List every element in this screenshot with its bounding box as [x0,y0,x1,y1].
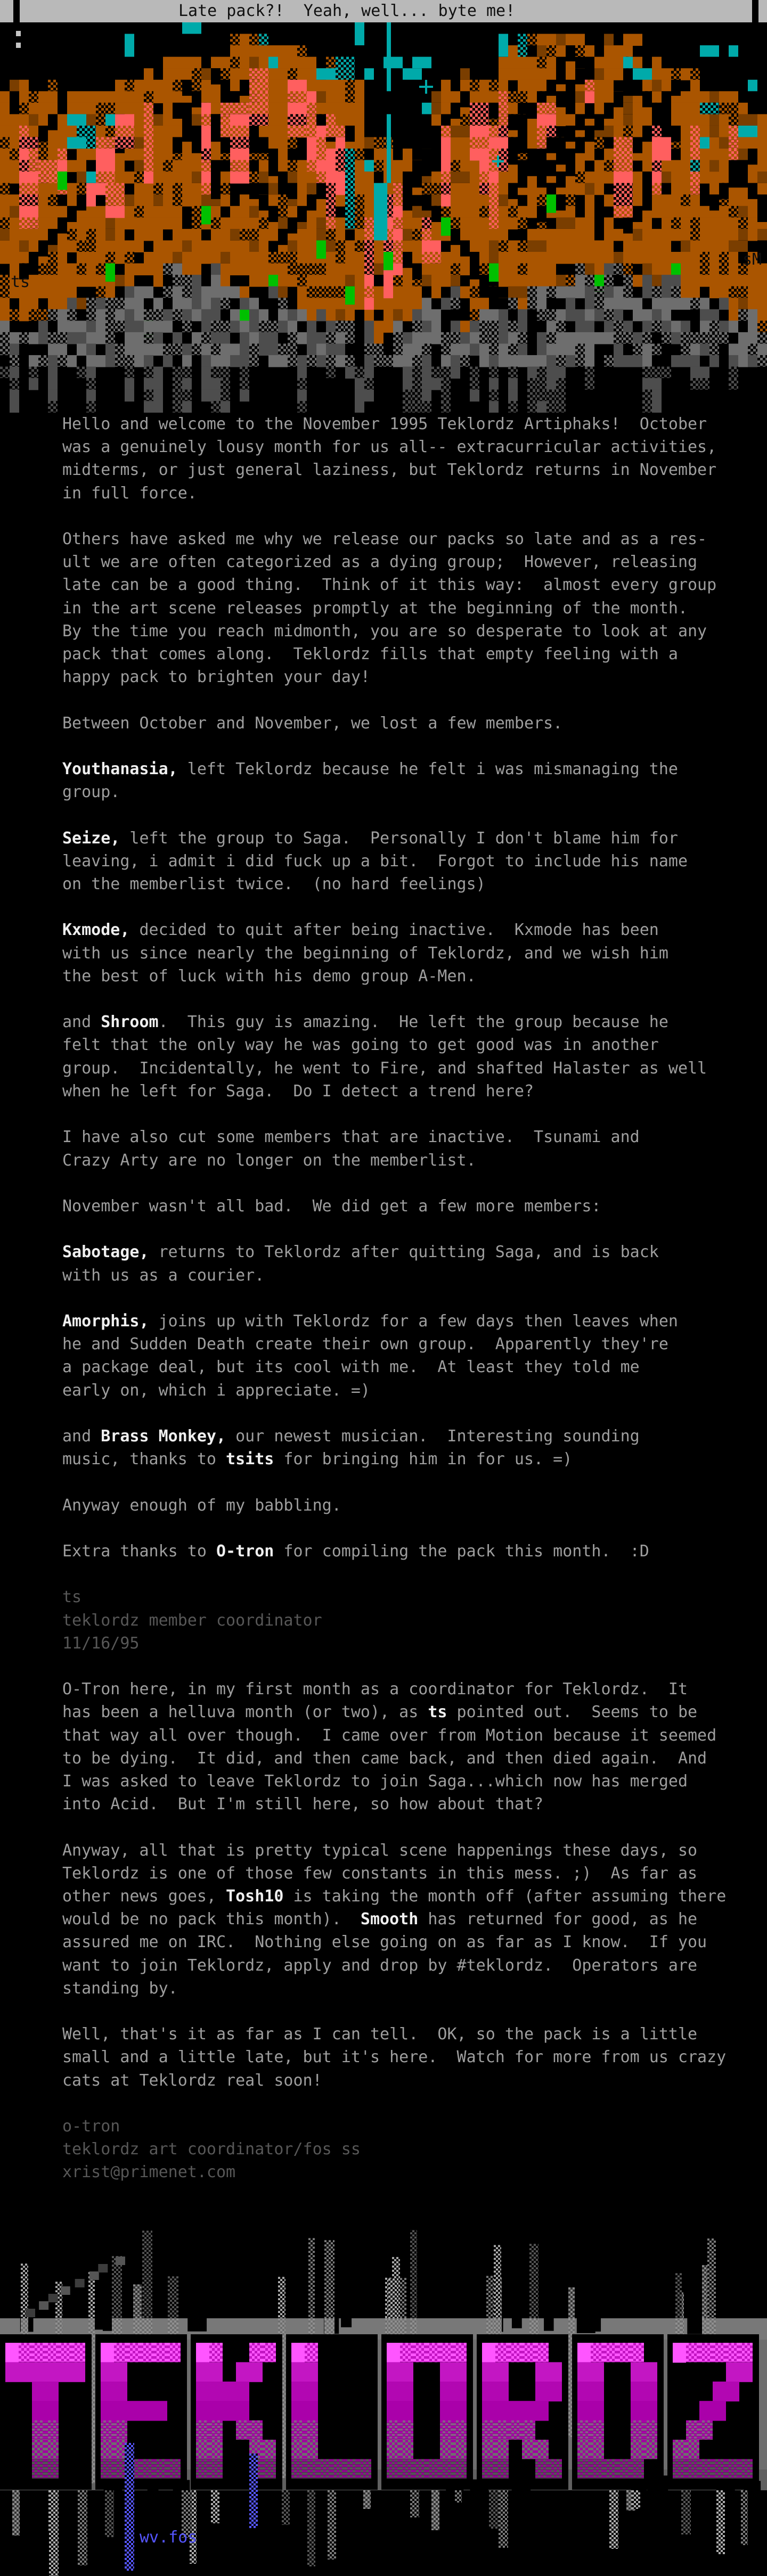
decorative-dot [16,43,21,48]
text-line [0,1218,767,1241]
text-line: in full force. [62,483,197,503]
text-line: in the art scene releases promptly at the beginning of the month. [62,598,688,618]
text-line [0,2092,767,2115]
text-line: By the time you reach midmonth, you are so desperate to look at any [62,621,707,641]
text-line: happy pack to brighten your day! [62,668,370,687]
page-title: Late pack?! Yeah, well... byte me! [178,2,516,20]
text-line [0,896,767,918]
text-line: Anyway, all that is pretty typical scene happenings these days, so [62,1841,698,1860]
text-line [0,1287,767,1310]
text-line: teklordz art coordinator/fos ss [62,2140,361,2159]
text-line: Extra thanks to O-tron for compiling the pack this month. :D [62,1541,649,1561]
text-line: Anyway enough of my babbling. [62,1496,341,1515]
text-line: small and a little late, but it's here. Watch for more from us crazy [62,2048,727,2067]
text-line: xrist@primenet.com [62,2163,236,2182]
text-line: into Acid. But I'm still here, so how about that? [62,1795,544,1814]
text-line: to be dying. It did, and then came back, and then died again. And [62,1749,707,1768]
text-line: Sabotage, returns to Teklordz after quitting Saga, and is back [62,1243,659,1262]
text-line: Well, that's it as far as I can tell. OK, so the pack is a little [62,2025,698,2044]
text-line: and Brass Monkey, our newest musician. Interesting sounding [62,1426,640,1446]
text-line [0,1655,767,1678]
message-text [0,413,767,2184]
text-line [0,1563,767,1586]
text-line [0,2000,767,2023]
text-line: cats at Teklordz real soon! [62,2071,322,2090]
text-line: want to join Teklordz, apply and drop by #teklordz. Operators are [62,1956,698,1975]
text-line [0,1402,767,1425]
text-line: o-tron [62,2117,120,2136]
text-line: O-Tron here, in my first month as a coordinator for Teklordz. It [62,1680,688,1699]
text-line: pack that comes along. Teklordz fills that empty feeling with a [62,645,678,664]
text-line: Between October and November, we lost a few members. [62,713,563,733]
text-line: group. [62,783,120,802]
artist-signature-wvfos: wv.fos [140,2528,198,2547]
text-line: was a genuinely lousy month for us all-- extracurricular activities, [62,438,717,457]
text-line: Seize, left the group to Saga. Personally I don't blame him for [62,828,678,848]
text-line: the best of luck with his demo group A-Men. [62,966,476,986]
text-line: ts [62,1588,82,1607]
artist-signature-ts: ts [11,273,30,291]
text-line [0,1471,767,1494]
decorative-dot [16,31,21,36]
artist-signature-sm: sM [742,250,762,269]
text-line: I have also cut some members that are inactive. Tsunami and [62,1128,640,1147]
text-line: November wasn't all bad. We did get a few more members: [62,1196,601,1216]
text-line: that way all over though. I came over from Motion because it seemed [62,1726,717,1745]
text-line: felt that the only way he was going to get good was in another [62,1036,659,1055]
text-line [0,505,767,528]
text-line: I was asked to leave Teklordz to join Saga...which now has merged [62,1771,688,1791]
top-graffiti-ansi-art [0,22,767,413]
text-line: Kxmode, decided to quit after being inactive. Kxmode has been [62,921,659,940]
text-line: on the memberlist twice. (no hard feelings) [62,875,486,894]
text-line: midterms, or just general laziness, but Teklordz returns in November [62,461,717,480]
text-line [0,735,767,758]
title-bar [0,0,767,22]
text-line: Hello and welcome to the November 1995 Teklordz Artiphaks! October [62,415,707,433]
text-line: music, thanks to tsits for bringing him in for us. =) [62,1450,573,1469]
bottom-teklordz-ansi-art [0,2230,767,2576]
text-line: group. Incidentally, he went to Fire, and shafted Halaster as well [62,1059,707,1078]
text-line: he and Sudden Death create their own group. Apparently they're [62,1335,668,1354]
text-line: a package deal, but its cool with me. At least they told me [62,1358,640,1377]
text-line: would be no pack this month). Smooth has returned for good, as he [62,1910,698,1929]
text-line: and Shroom. This guy is amazing. He left the group because he [62,1013,668,1032]
text-line: Amorphis, joins up with Teklordz for a few days then leaves when [62,1311,678,1331]
text-line: standing by. [62,1979,178,1998]
text-line: Youthanasia, left Teklordz because he felt i was mismanaging the [62,760,678,779]
text-line: has been a helluva month (or two), as ts pointed out. Seems to be [62,1703,698,1722]
text-line: teklordz member coordinator [62,1611,322,1630]
text-line: when he left for Saga. Do I detect a trend here? [62,1081,534,1101]
text-line [0,1103,767,1126]
text-line: early on, which i appreciate. =) [62,1381,370,1400]
text-line: leaving, i admit i did fuck up a bit. Forgot to include his name [62,851,688,871]
text-line: assured me on IRC. Nothing else going on as far as I know. If you [62,1933,707,1952]
text-line: Others have asked me why we release our packs so late and as a res- [62,530,707,549]
text-line: other news goes, Tosh10 is taking the month off (after assuming there [62,1887,727,1906]
text-line: with us as a courier. [62,1266,265,1285]
text-line [0,1517,767,1540]
text-line: Crazy Arty are no longer on the memberlist. [62,1151,476,1170]
titlebar-right-mark [752,0,758,22]
titlebar-left-mark [13,0,20,22]
text-line [0,1816,767,1839]
text-line [0,688,767,711]
text-line: with us since nearly the beginning of Teklordz, and we wish him [62,944,668,963]
text-line: late can be a good thing. Think of it this way: almost every group [62,576,717,595]
text-line [0,1172,767,1195]
text-line: 11/16/95 [62,1634,140,1653]
text-line [0,803,767,826]
text-line: ult we are often categorized as a dying group; However, releasing [62,553,698,572]
text-line [0,988,767,1011]
text-line: Teklordz is one of those few constants in this mess. ;) As far as [62,1864,698,1883]
